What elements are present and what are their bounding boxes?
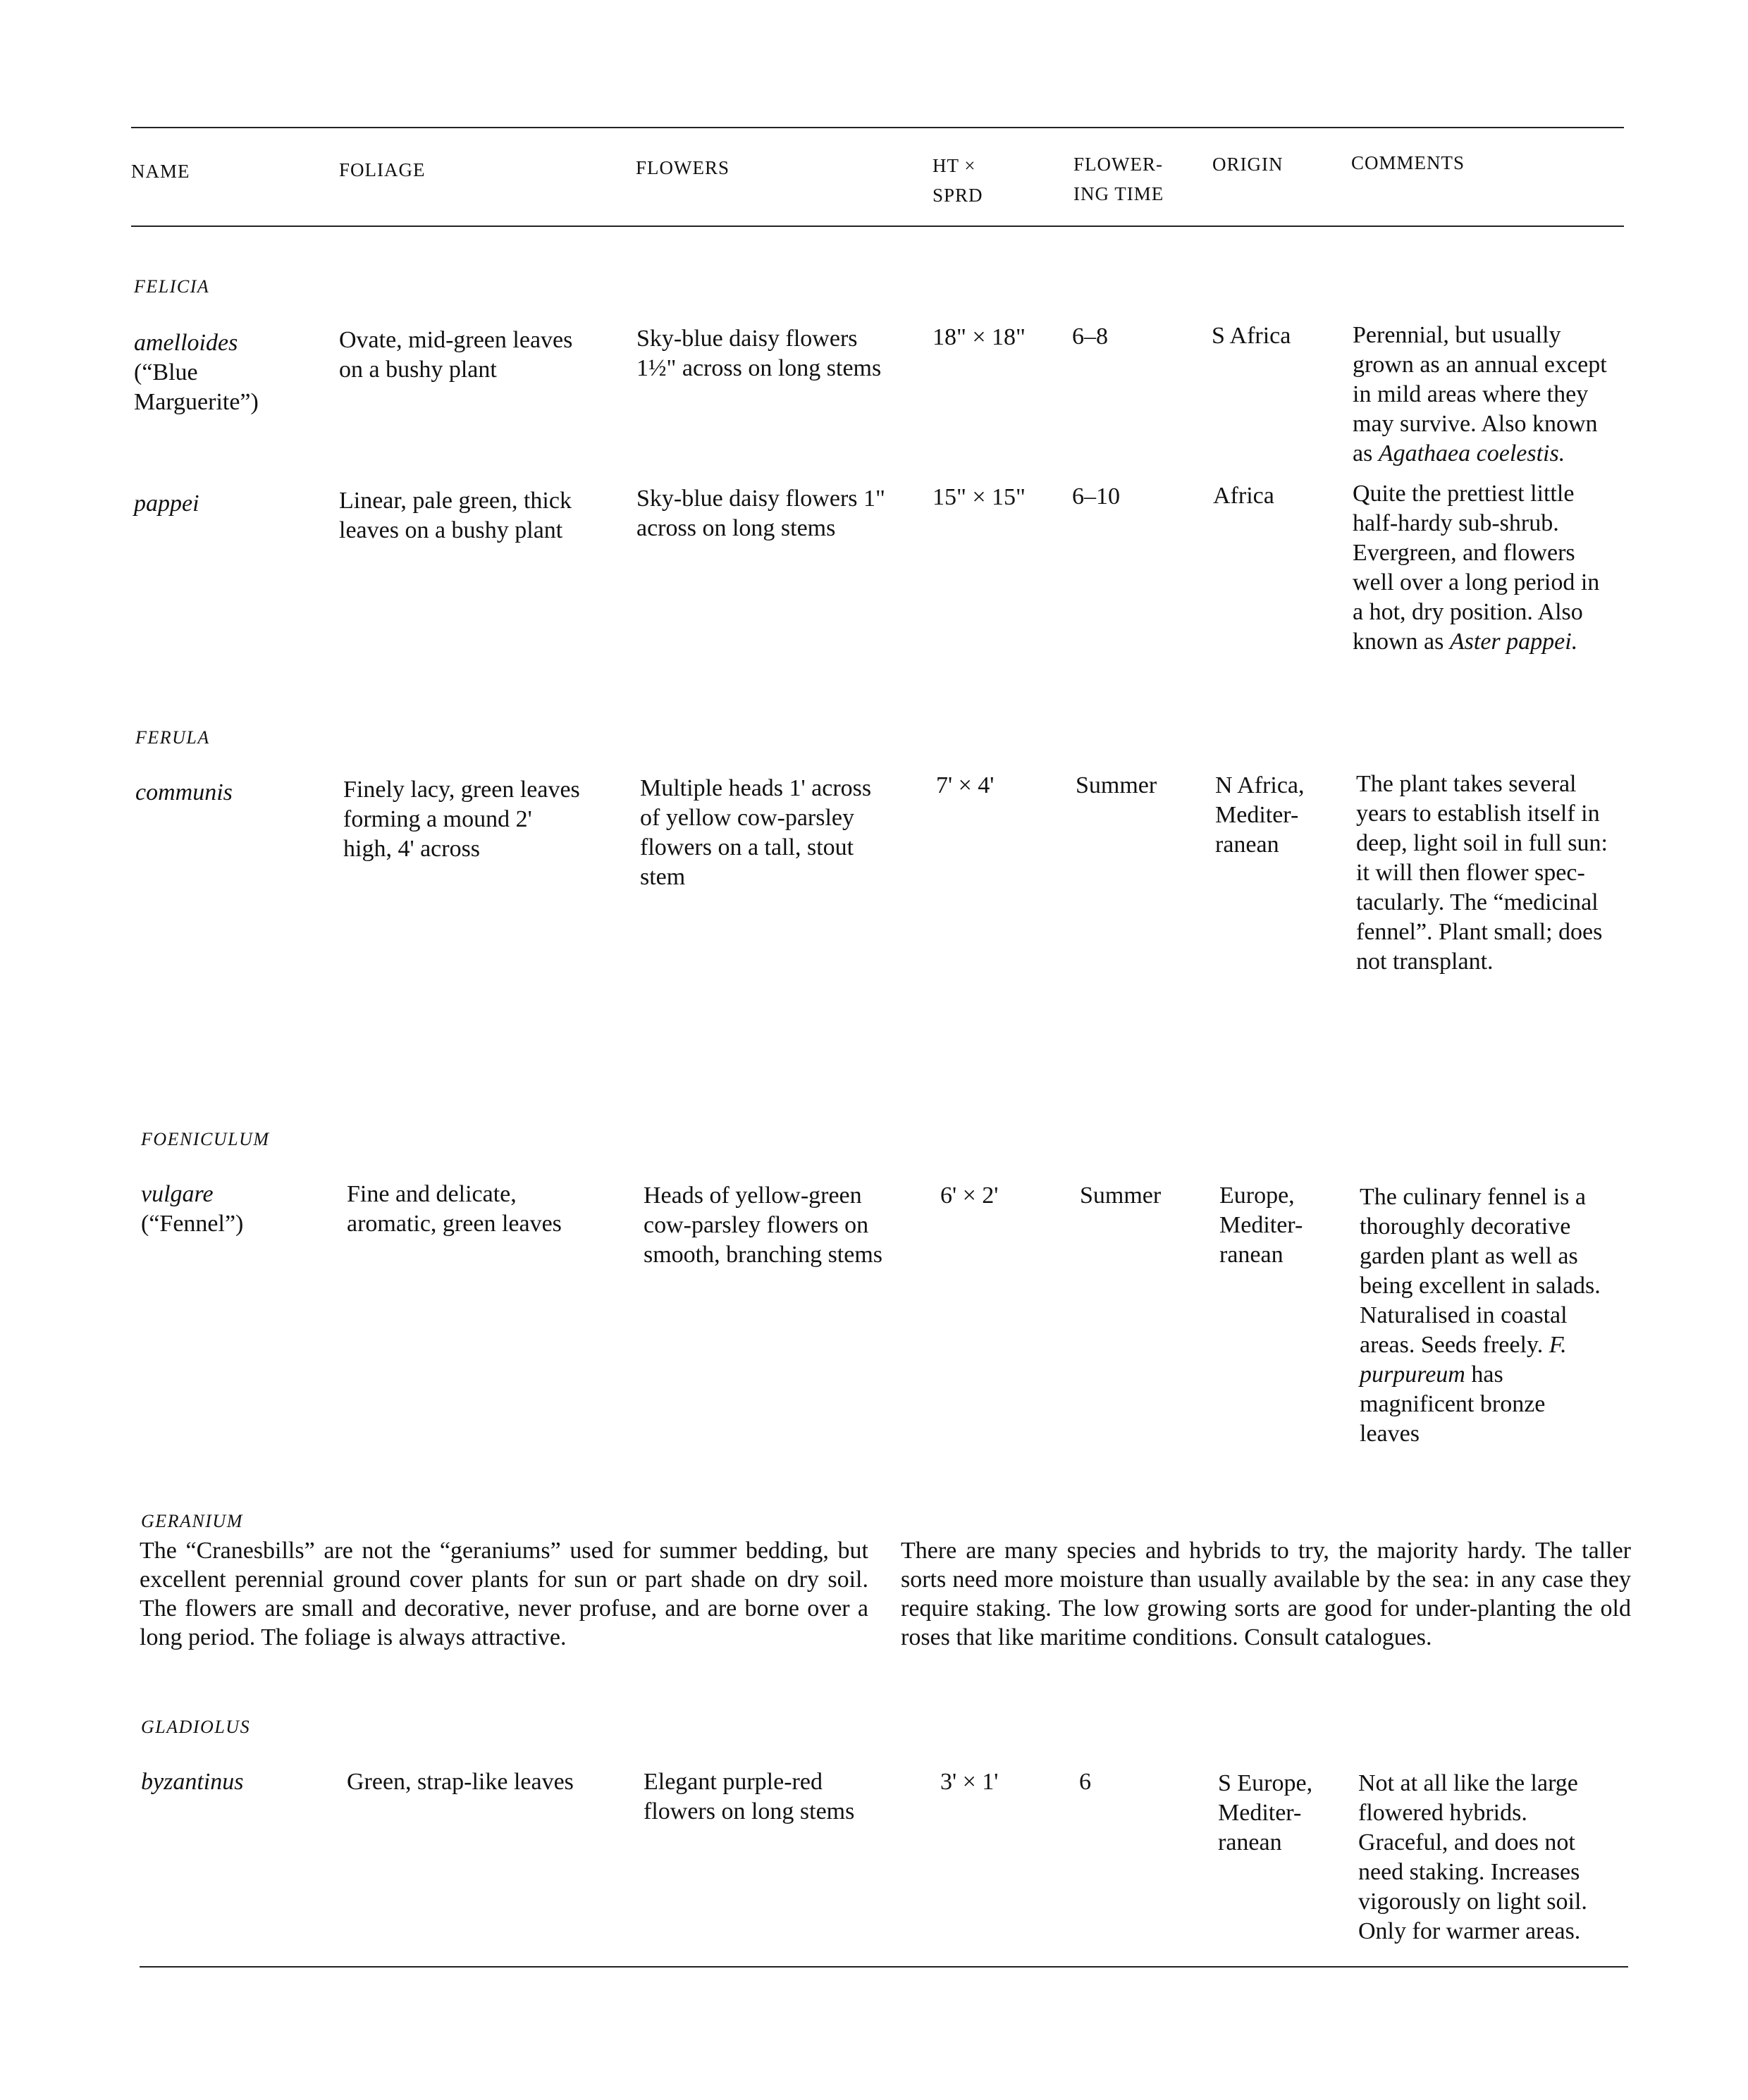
geranium-description-left: The “Cranesbills” are not the “geraniums” used for summer bedding, but excellent perennial ground cover plants for sun or part shade on dry soil. The flowers are small and decorative, never profuse, and are borne over a long period. The foliage is always attractive. (140, 1538, 868, 1650)
pappei-flowers: Sky-blue daisy flowers 1" across on long stems (636, 486, 885, 541)
species-name: communis (135, 779, 233, 805)
genus-geranium: GERANIUM (141, 1511, 243, 1531)
genus-gladiolus: GLADIOLUS (141, 1717, 251, 1737)
header-flowering-time: FLOWER- ING TIME (1073, 154, 1164, 204)
vulgare-origin: Europe, Mediter- ranean (1219, 1182, 1303, 1268)
communis-foliage: Finely lacy, green leaves forming a mound 2' high, 4' across (343, 777, 580, 862)
communis-time: Summer (1076, 772, 1157, 798)
comment-tail: has magnificent bronze leaves (1360, 1361, 1546, 1447)
comment-species: F. purpureum (1360, 1332, 1567, 1388)
vulgare-foliage: Fine and delicate, aromatic, green leaves (347, 1181, 562, 1237)
communis-origin: N Africa, Mediter- ranean (1215, 772, 1305, 858)
species-pappei (134, 489, 199, 519)
species-name: amelloides (134, 330, 238, 356)
header-foliage: FOLIAGE (339, 159, 426, 180)
pappei-foliage: Linear, pale green, thick leaves on a bushy plant (339, 488, 572, 543)
top-rule (131, 127, 1624, 128)
byzantinus-origin: S Europe, Mediter- ranean (1218, 1770, 1313, 1855)
amelloides-origin: S Africa (1212, 323, 1291, 349)
comment-synonym: Agathaea coelestis. (1378, 440, 1565, 467)
byzantinus-foliage: Green, strap-like leaves (347, 1769, 574, 1795)
comment-text: The culinary fennel is a thoroughly decorative garden plant as well as being excellent in salads. Naturalised in coastal areas. Seeds freely. (1360, 1184, 1601, 1358)
communis-size: 7' × 4' (936, 772, 995, 798)
header-bottom-rule (131, 226, 1624, 227)
comment-text: Quite the prettiest little half-hardy sub-shrub. Evergreen, and flowers well over a long period in a hot, dry position. Also known as (1353, 481, 1600, 655)
header-flowers: FLOWERS (636, 157, 730, 178)
pappei-origin: Africa (1213, 483, 1274, 509)
byzantinus-comments: Not at all like the large flowered hybrids. Graceful, and does not need staking. Increases vigorously on light soil. Only for warmer areas. (1358, 1770, 1587, 1944)
comment-text: Perennial, but usually grown as an annual except in mild areas where they may survive. Also known as (1353, 322, 1607, 467)
pappei-comments (1353, 479, 1599, 657)
genus-foeniculum: FOENICULUM (141, 1129, 270, 1149)
vulgare-flowers: Heads of yellow-green cow-parsley flowers on smooth, branching stems (644, 1182, 883, 1268)
bottom-rule (140, 1966, 1628, 1968)
species-byzantinus (141, 1767, 243, 1797)
species-communis (135, 778, 233, 808)
species-amelloides (134, 328, 259, 417)
amelloides-flowers: Sky-blue daisy flowers 1½" across on long stems (636, 326, 882, 381)
species-name: vulgare (141, 1181, 214, 1207)
byzantinus-size: 3' × 1' (940, 1769, 999, 1795)
species-name: byzantinus (141, 1769, 244, 1795)
pappei-time: 6–10 (1072, 483, 1120, 509)
communis-flowers: Multiple heads 1' across of yellow cow-parsley flowers on a tall, stout stem (640, 775, 872, 890)
amelloides-time: 6–8 (1072, 323, 1108, 350)
header-name: NAME (131, 161, 190, 182)
amelloides-size: 18" × 18" (933, 324, 1026, 350)
vulgare-comments (1360, 1182, 1601, 1449)
genus-felicia: FELICIA (134, 276, 210, 297)
byzantinus-time: 6 (1079, 1769, 1091, 1795)
comment-synonym: Aster pappei. (1449, 629, 1578, 655)
byzantinus-flowers: Elegant purple-red flowers on long stems (644, 1769, 855, 1824)
pappei-size: 15" × 15" (933, 484, 1026, 510)
common-name: (“Fennel”) (141, 1211, 244, 1237)
header-comments: COMMENTS (1351, 152, 1465, 173)
genus-ferula: FERULA (135, 727, 210, 748)
header-ht-sprd: HT × SPRD (933, 155, 983, 206)
common-name: (“Blue Marguerite”) (134, 359, 259, 415)
vulgare-time: Summer (1080, 1182, 1162, 1209)
header-origin: ORIGIN (1212, 154, 1284, 175)
species-name: pappei (134, 490, 199, 517)
vulgare-size: 6' × 2' (940, 1182, 999, 1209)
species-vulgare (141, 1180, 243, 1239)
geranium-description-right: There are many species and hybrids to try, the majority hardy. The taller sorts need more moisture than usually available by the sea: in any case they require staking. The low growing sorts are good for under-planting the old roses that like maritime conditions. Consult catalogues. (901, 1538, 1631, 1650)
amelloides-foliage: Ovate, mid-green leaves on a bushy plant (339, 327, 573, 383)
amelloides-comments (1353, 321, 1607, 469)
communis-comments: The plant takes several years to establish itself in deep, light soil in full sun: it will then flower spec- tacularly. The “medicinal fennel”. Plant small; does not transplant. (1356, 771, 1608, 975)
